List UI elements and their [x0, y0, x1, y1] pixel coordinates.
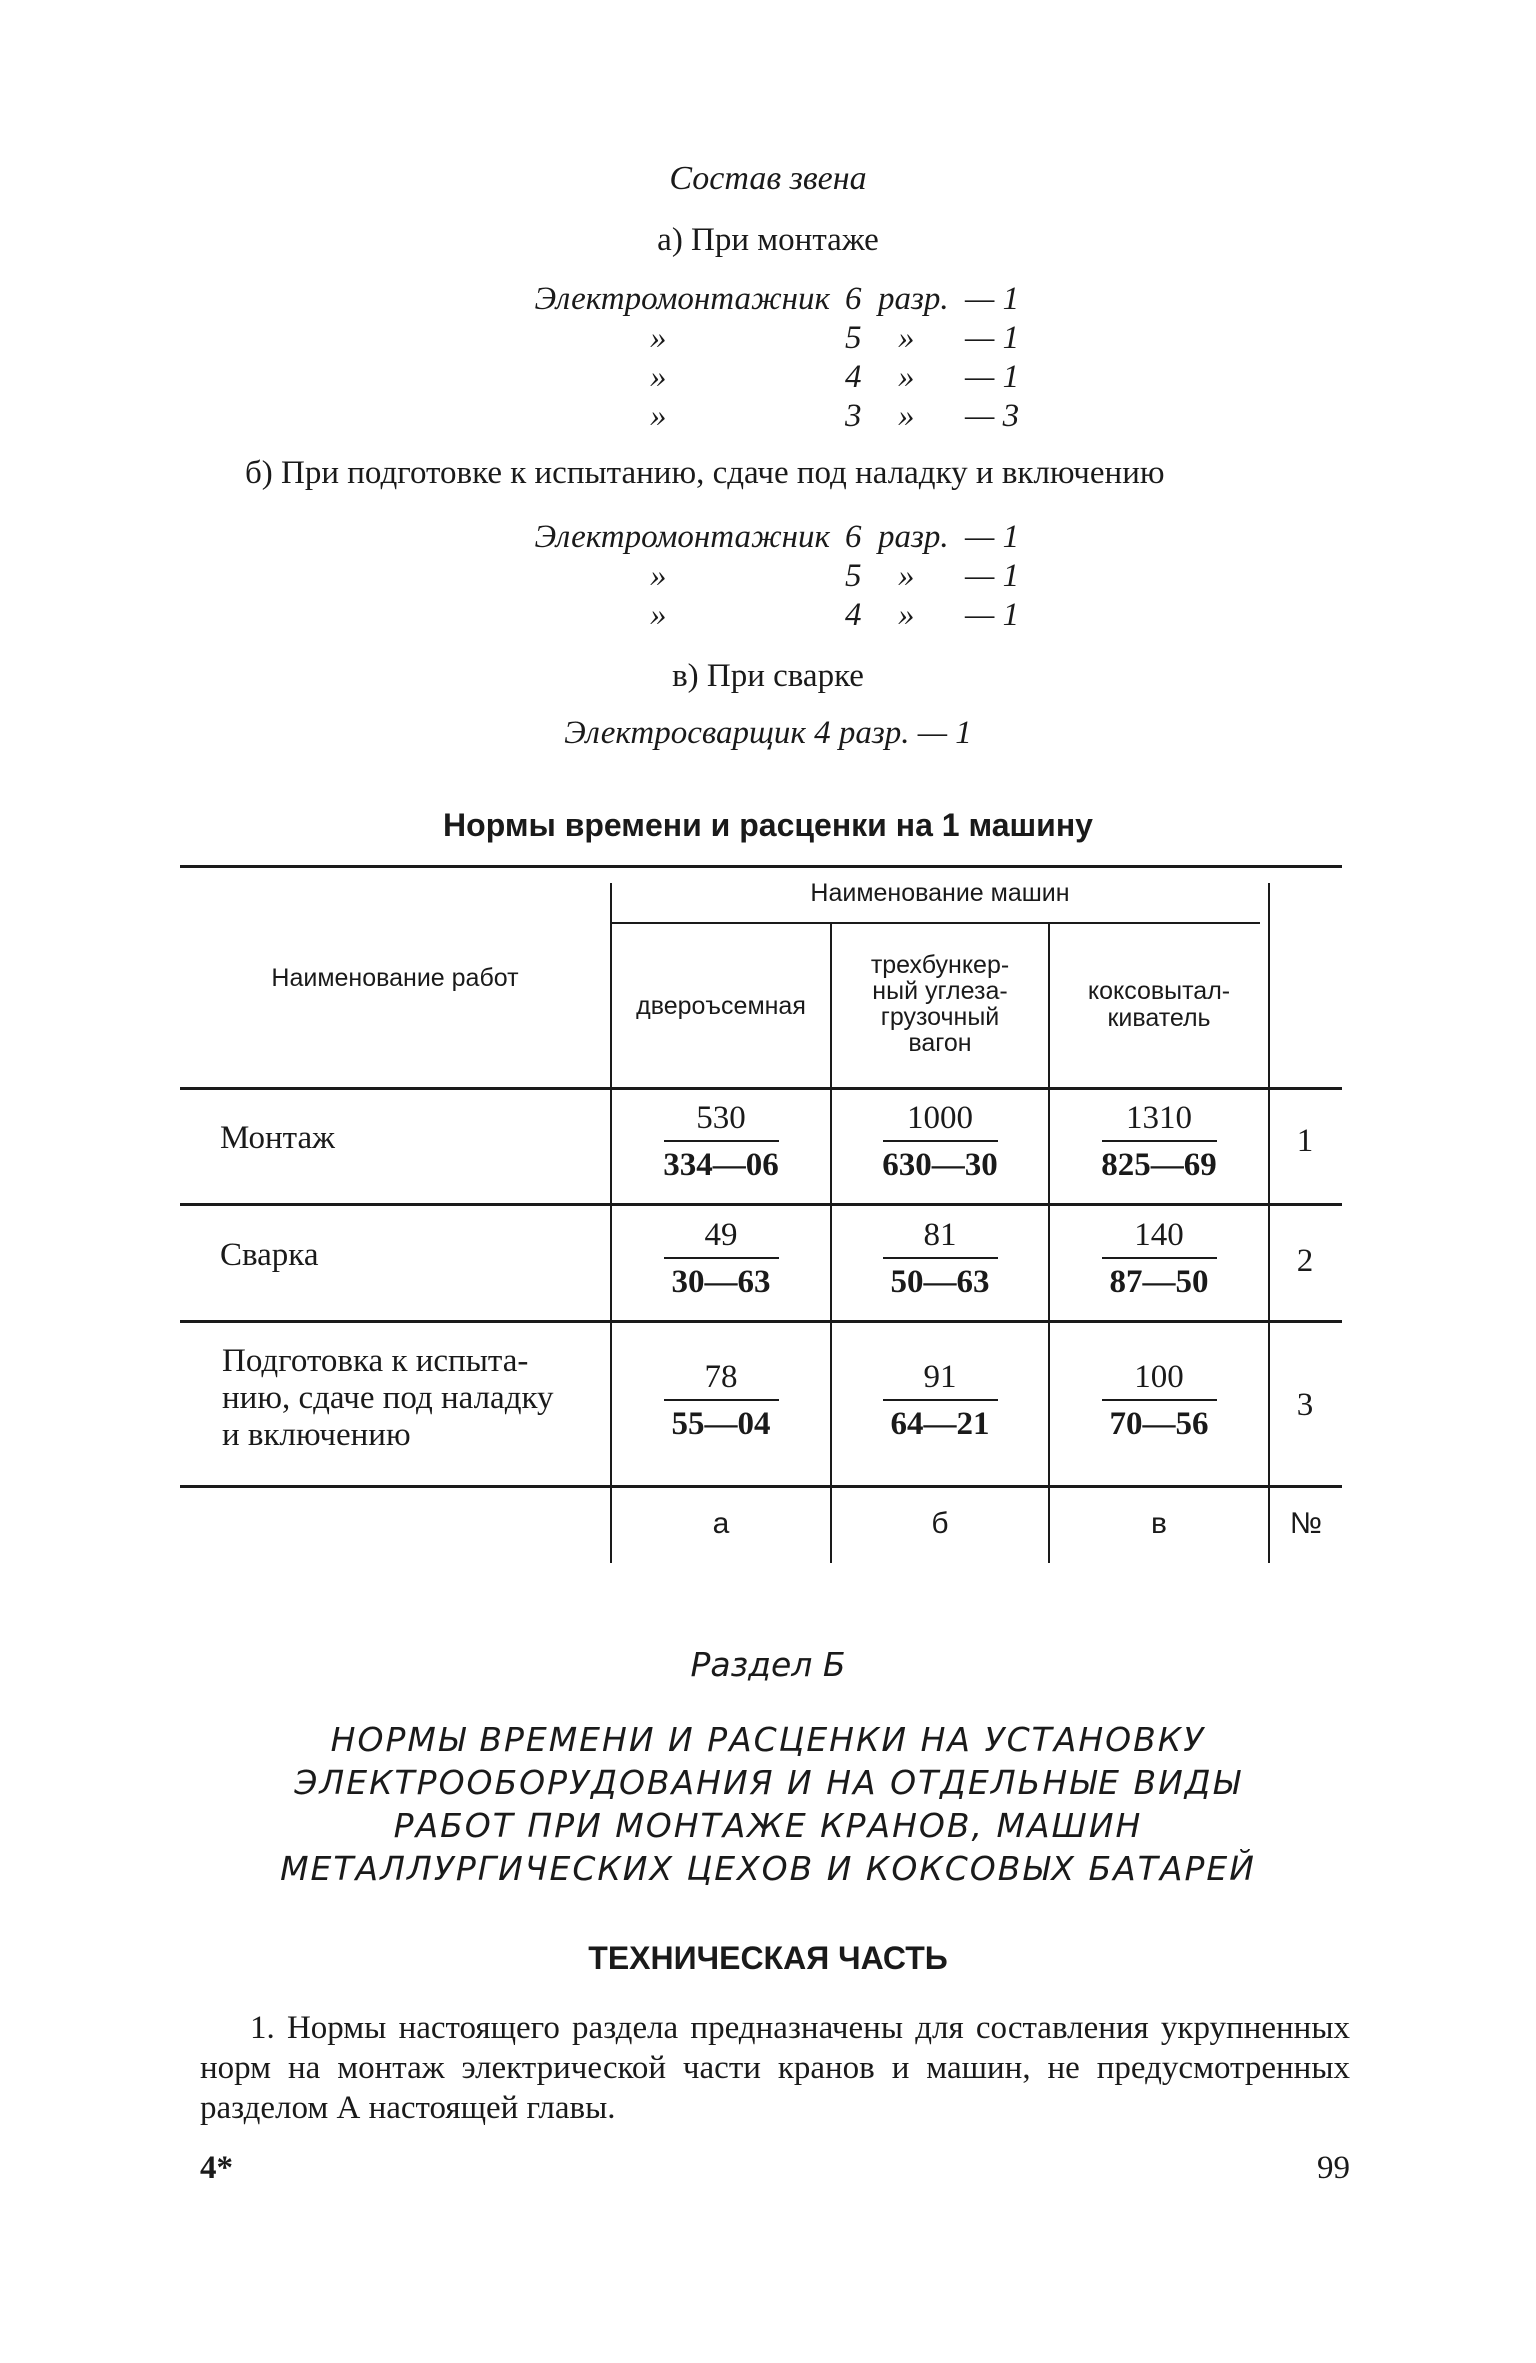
crew-qty: — 1 — [965, 359, 1020, 395]
crew-role: » — [650, 597, 667, 633]
crew-a-row — [0, 280, 1536, 319]
header-bottom-rule — [180, 1087, 1342, 1090]
column-letter-a: а — [712, 1507, 730, 1540]
crew-role: » — [650, 398, 667, 434]
crew-unit: разр. — [878, 281, 949, 317]
crew-unit: » — [898, 359, 915, 395]
cell-time: 78 — [704, 1359, 738, 1395]
crew-grade: 6 — [845, 281, 862, 317]
col-header-machine-2: трехбункер- ный углеза- грузочный вагон — [870, 951, 1010, 1057]
cell-time: 91 — [923, 1359, 957, 1395]
crew-b-row — [0, 557, 1536, 596]
cell-rate: 70—56 — [1109, 1406, 1209, 1442]
cell-rate: 630—30 — [882, 1147, 998, 1183]
table-cell — [832, 1098, 1048, 1184]
crew-grade: 5 — [845, 320, 862, 356]
cell-rate: 50—63 — [890, 1264, 990, 1300]
table-cell — [612, 1357, 830, 1443]
row-name-2: Сварка — [220, 1237, 319, 1273]
cell-time: 1310 — [1126, 1100, 1192, 1136]
row-rule-1 — [180, 1203, 1342, 1206]
section-label: Раздел Б — [690, 1645, 846, 1684]
row-name-3: Подготовка к испыта- нию, сдаче под наладку и включению — [222, 1343, 554, 1453]
crew-unit: » — [898, 558, 915, 594]
cell-rate: 334—06 — [663, 1147, 779, 1183]
cell-rate: 825—69 — [1101, 1147, 1217, 1183]
crew-qty: — 1 — [965, 558, 1020, 594]
section-title-line: РАБОТ ПРИ МОНТАЖЕ КРАНОВ, МАШИН — [393, 1806, 1143, 1845]
crew-grade: 4 — [845, 597, 862, 633]
table-cell — [612, 1098, 830, 1184]
fraction-bar — [883, 1399, 998, 1401]
norms-table — [180, 865, 1342, 1565]
cell-time: 1000 — [907, 1100, 973, 1136]
crew-title: Состав звена — [669, 160, 867, 197]
crew-unit: » — [898, 597, 915, 633]
table-cell — [612, 1215, 830, 1301]
table-cell — [832, 1357, 1048, 1443]
col-header-machine-3: коксовытал- киватель — [1087, 977, 1231, 1032]
section-title — [0, 1718, 1536, 1890]
table-cell — [1050, 1357, 1268, 1443]
fraction-bar — [883, 1257, 998, 1259]
header-group-rule — [610, 922, 1260, 924]
crew-role: » — [650, 320, 667, 356]
table-bottom-rule — [180, 1485, 1342, 1488]
cell-time: 140 — [1134, 1217, 1184, 1253]
crew-c-row: Электросварщик 4 разр. — 1 — [564, 715, 972, 751]
fraction-bar — [664, 1140, 779, 1142]
crew-qty: — 1 — [965, 320, 1020, 356]
cell-time: 100 — [1134, 1359, 1184, 1395]
crew-b-row — [0, 596, 1536, 635]
crew-grade: 6 — [845, 519, 862, 555]
fraction-bar — [883, 1140, 998, 1142]
row-name-1: Монтаж — [220, 1120, 335, 1156]
cell-rate: 87—50 — [1109, 1264, 1209, 1300]
fraction-bar — [1102, 1399, 1217, 1401]
crew-qty: — 1 — [965, 597, 1020, 633]
body-paragraph: 1. Нормы настоящего раздела предназначены для составления укрупненных норм на монтаж электрической части кранов и машин, не предусмотренных разделом А настоящей главы. — [200, 2010, 1350, 2126]
col-header-work: Наименование работ — [271, 964, 519, 992]
crew-unit: » — [898, 398, 915, 434]
crew-c-heading: в) При сварке — [672, 658, 864, 694]
column-letter-b: б — [931, 1507, 949, 1540]
column-letter-v: в — [1151, 1507, 1167, 1540]
table-cell — [1050, 1215, 1268, 1301]
crew-qty: — 3 — [965, 398, 1020, 434]
section-title-line: ЭЛЕКТРООБОРУДОВАНИЯ И НА ОТДЕЛЬНЫЕ ВИДЫ — [294, 1763, 1242, 1802]
crew-role: » — [650, 558, 667, 594]
crew-unit: » — [898, 320, 915, 356]
col-header-machines: Наименование машин — [810, 879, 1070, 907]
page-number: 99 — [1317, 2150, 1350, 2186]
section-title-line: МЕТАЛЛУРГИЧЕСКИХ ЦЕХОВ И КОКСОВЫХ БАТАРЕЙ — [280, 1849, 1256, 1888]
col-rule-4 — [1268, 883, 1270, 1563]
crew-role: » — [650, 359, 667, 395]
crew-role: Электромонтажник — [534, 281, 830, 317]
crew-role: Электромонтажник — [534, 519, 830, 555]
crew-a-heading: а) При монтаже — [657, 222, 879, 258]
fraction-bar — [1102, 1257, 1217, 1259]
crew-a-row — [0, 397, 1536, 436]
fraction-bar — [664, 1257, 779, 1259]
table-top-rule — [180, 865, 1342, 868]
col-header-machine-1: двероъсемная — [636, 992, 806, 1020]
crew-unit: разр. — [878, 519, 949, 555]
row-rule-2 — [180, 1320, 1342, 1323]
crew-qty: — 1 — [965, 281, 1020, 317]
crew-qty: — 1 — [965, 519, 1020, 555]
crew-a-list — [0, 280, 1536, 436]
signature-mark: 4* — [200, 2150, 233, 2186]
technical-part-heading: ТЕХНИЧЕСКАЯ ЧАСТЬ — [588, 1940, 948, 1976]
crew-b-list — [0, 518, 1536, 635]
section-title-line: НОРМЫ ВРЕМЕНИ И РАСЦЕНКИ НА УСТАНОВКУ — [330, 1720, 1206, 1759]
row-number-1: 1 — [1296, 1123, 1314, 1159]
row-number-2: 2 — [1296, 1243, 1314, 1279]
cell-rate: 55—04 — [671, 1406, 771, 1442]
crew-b-row — [0, 518, 1536, 557]
cell-time: 81 — [923, 1217, 957, 1253]
fraction-bar — [1102, 1140, 1217, 1142]
crew-grade: 5 — [845, 558, 862, 594]
cell-time: 530 — [696, 1100, 746, 1136]
column-number-sign: № — [1289, 1507, 1323, 1540]
table-cell — [832, 1215, 1048, 1301]
crew-a-row — [0, 319, 1536, 358]
fraction-bar — [664, 1399, 779, 1401]
crew-a-row — [0, 358, 1536, 397]
row-number-3: 3 — [1296, 1387, 1314, 1423]
table-caption: Нормы времени и расценки на 1 машину — [443, 807, 1093, 843]
crew-grade: 3 — [845, 398, 862, 434]
cell-rate: 64—21 — [890, 1406, 990, 1442]
cell-rate: 30—63 — [671, 1264, 771, 1300]
cell-time: 49 — [704, 1217, 738, 1253]
crew-b-heading: б) При подготовке к испытанию, сдаче под наладку и включению — [245, 455, 1165, 491]
crew-grade: 4 — [845, 359, 862, 395]
table-cell — [1050, 1098, 1268, 1184]
